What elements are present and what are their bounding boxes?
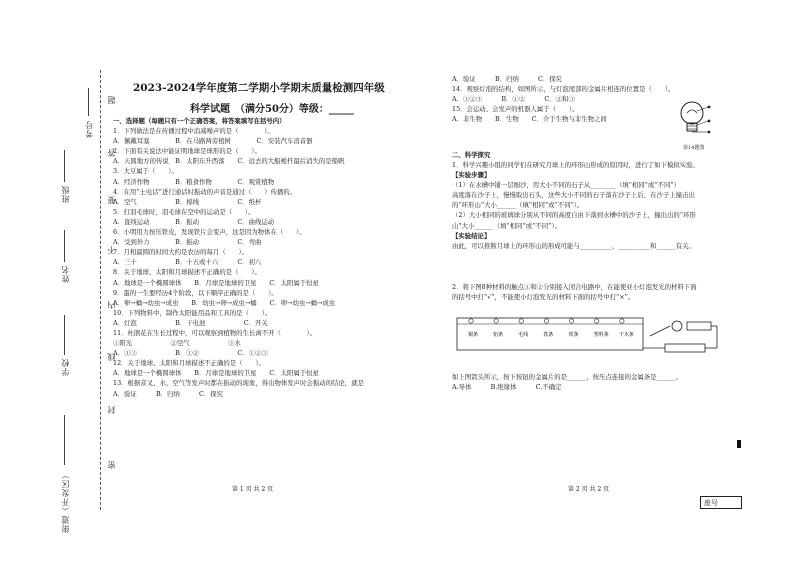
question-line: 如上图箭头所示，按下按钮的金属片的是______，按压点连接的金属条是______。: [452, 373, 683, 381]
seal-char: 密: [107, 460, 116, 469]
question-line: A．卵→蛹→幼虫→成虫 B．幼虫→卵→成虫→蛹 C．卵→幼虫→蛹→成虫: [113, 298, 336, 307]
material-label: 铝条: [493, 332, 504, 338]
material-label: 干木条: [618, 332, 634, 338]
question-line: A．验证 B．归纳 C．探究: [452, 75, 563, 83]
material-label: 铁条: [543, 332, 554, 338]
page2-choice-questions: [452, 74, 674, 124]
section2-heading-wrap: [452, 150, 490, 160]
question-line: 11．杜鹃花在生长过程中，可以观察到植物的生长离不开（ ）。: [113, 328, 317, 337]
question-line: 14．观察灯泡的结构，如图所示，与灯泡尾部的金属片相连的位置是（ ）。: [452, 85, 675, 94]
material-label: 塑料条: [593, 332, 609, 338]
exam-subtitle: 科学试题 （满分50分）等级：_____: [190, 104, 354, 115]
question-line: 【实验结论】: [452, 231, 491, 240]
seal-line: [100, 70, 101, 510]
material-label: 铁条: [568, 332, 579, 338]
school-label: 学校: [61, 358, 70, 376]
question-line: 2．将下图8种材料的触点①和②分别接入闭合电路中，在能使亚小灯泡发光的材料下面: [452, 283, 697, 291]
question-line: 高度落在沙子上，慢慢取出石头，这些大小不同的石子落在沙子上后，在沙子上撞击出: [452, 191, 695, 200]
seat-number-box[interactable]: 座号: [700, 496, 742, 509]
question-line: A．①③ B．①② C．①②③: [113, 349, 268, 358]
question-line: A．受到外力 B．振动 C．弯曲: [113, 238, 262, 247]
seal-char: 不: [107, 245, 116, 254]
exam-no-label: 考号: [85, 120, 94, 138]
question-line: A．佩戴耳塞 B．在马路两旁植树 C．安装汽车消音器: [113, 137, 313, 146]
material-contact: [494, 319, 498, 323]
question-line: 6．小明用力按压铁皮，发现铁片会变声，这是因为物体在（ ）。: [113, 228, 306, 237]
question-line: A.导体 B.绝缘体 C.不确定: [452, 383, 562, 392]
corner-mark: [737, 440, 741, 448]
question-line: 由此，可以推断月球上的环形山的形成可能与__________、__________和______有关。: [452, 241, 695, 250]
question-line: 10．下列物料中，制作太阳能用品和工具的是（ ）。: [113, 308, 272, 317]
question-line: 4．在用“土电话”进行通话时振动的声音是通过（ ）传播的。: [113, 187, 297, 196]
material-contact: [595, 319, 599, 323]
class-field: [64, 150, 65, 182]
seal-char: 答: [107, 148, 116, 157]
material-contact: [544, 319, 548, 323]
material-contact: [469, 319, 473, 323]
section2-heading: 二、科学探究: [452, 151, 491, 159]
question-line: ①阳光 ②空气 ③水: [113, 339, 241, 348]
page2-q1: [452, 160, 699, 251]
material-label: 毛线: [518, 332, 529, 338]
question-line: 15．会运动、会发声的机器人属于（ ）。: [452, 105, 579, 114]
page1-questions: [113, 116, 364, 399]
district-field: [64, 415, 65, 465]
question-line: A．非生物 B．生物 C．介于生物与非生物之间: [452, 115, 607, 124]
material-contact: [620, 319, 624, 323]
question-line: A．地球是一个椭圆球体 B．月球是地球的卫星 C．太阳属于恒星: [113, 369, 319, 378]
question-line: A．天圆地方的传说 B．太阳东升西落 C．远去的大船桅杆最后消失的是船帆: [113, 157, 345, 166]
seal-char: 题: [107, 95, 116, 104]
school-field: [64, 315, 65, 355]
exam-title: 2023-2024学年度第二学期小学期末质量检测四年级: [133, 82, 385, 94]
question-line: 5．打羽毛球时，羽毛球在空中的运动是（ ）。: [113, 207, 255, 216]
exam-no-field: [88, 88, 89, 116]
question-line: A．验证 B．归纳 C．探究: [113, 389, 224, 398]
question-line: A．①②③ B．①② C．②和③: [452, 95, 575, 104]
question-line: 2．下面有关说法中能证明地球是球形的是（ ）。: [113, 147, 261, 156]
seal-char: 封: [107, 405, 116, 414]
district-label: 街道（开发区）: [61, 470, 70, 533]
question-line: A．灯泡 B．干电池 C．开关: [113, 318, 268, 327]
seal-char: 内: [107, 300, 116, 309]
question-line: 的“环形山”大小______（填“相同”或“不同”）。: [452, 201, 584, 210]
question-line: 12．关于地球、太阳和月球描述不正确的是（ ）。: [113, 359, 265, 368]
question-line: 3．大豆属于（ ）。: [113, 167, 178, 176]
question-line: 山”大小______（填“相同”或“不同”）。: [452, 221, 561, 230]
question-line: A．空气 B．棉线 C．纸杯: [113, 197, 262, 206]
question-line: 【实验步骤】: [452, 171, 491, 180]
material-label: 铜条: [468, 332, 479, 338]
question-line: 8．关于地球、太阳和月球描述不正确的是（ ）。: [113, 268, 261, 277]
seal-char: 要: [107, 195, 116, 204]
question-line: 13．根据音叉、水、空气等发声时都在振动的现象，得出物体发声时会振动的结论，就是: [113, 379, 364, 388]
page2-footer: 第 2 页 共 2 页: [568, 486, 610, 493]
light-bulb-figure: [678, 99, 714, 143]
question-line: （1）在水槽中铺一层细沙，用大小不同的石子从________（填“相同”或“不同”）: [452, 181, 681, 190]
question-line: A．直线运动 B．振动 C．曲线运动: [113, 217, 275, 226]
question-line: 7．月相最圆的时间大约是农历的每月（ ）。: [113, 248, 249, 257]
question-line: A．经济作物 B．粮食作物 C．观赏植物: [113, 177, 275, 186]
question-line: （2）大小相同的玻璃球分别从不同的高度自由下落到水槽中的沙子上，撞出出的“环形: [452, 211, 696, 220]
material-contact: [519, 319, 523, 323]
material-contact: [569, 319, 573, 323]
name-field: [64, 230, 65, 262]
question-line: A．三十 B．十五或十六 C．初八: [113, 258, 262, 267]
figure-caption: 第14题图: [683, 145, 705, 151]
name-label: 姓名: [61, 265, 70, 283]
question-line: 1．下列做法是在传播过程中消减噪声的是（ ）。: [113, 127, 274, 136]
question-line: 9．蛋的一生要经历4个阶段，以下顺序正确的是（ ）。: [113, 288, 278, 297]
page1-footer: 第 1 页 共 2 页: [232, 486, 274, 493]
question-line: 1．科学兴趣小组的同学们在研究月球上的环形山形成的原因时，进行了如下模拟实验。: [452, 161, 699, 169]
circuit-materials-figure: [455, 316, 720, 356]
question-line: 一、选择题（每题只有一个正确答案，将答案填写在括号内）: [113, 117, 286, 125]
page2-q3: [452, 372, 682, 392]
question-line: A．地球是一个椭圆球体 B．月球是地球的卫星 C．太阳属于恒星: [113, 278, 319, 287]
question-line: 的括号中打“√”，不能使小灯泡发光的材料下面的括号中打“×”。: [452, 293, 635, 302]
page2-q2: [452, 282, 697, 302]
seal-char: 线: [107, 352, 116, 361]
class-label: 班级: [61, 185, 70, 203]
